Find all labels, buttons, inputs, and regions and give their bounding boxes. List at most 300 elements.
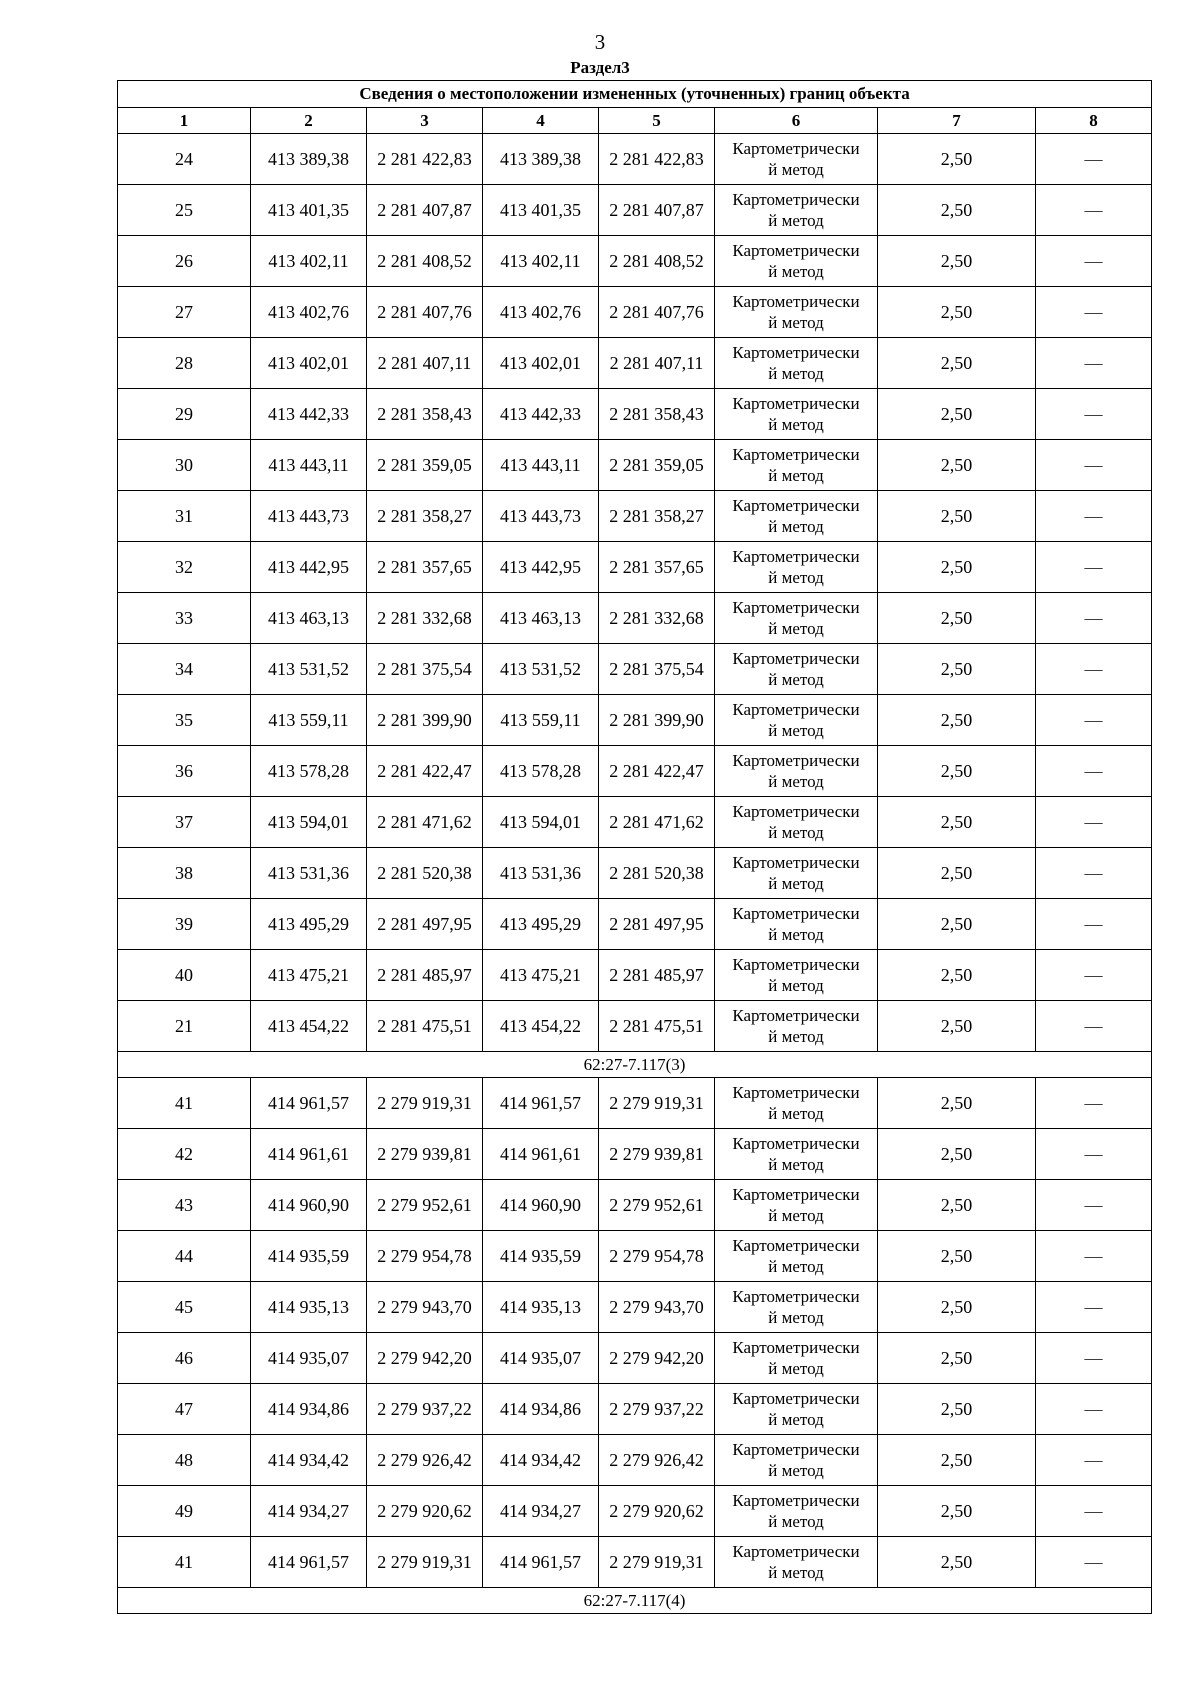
method-line-2: й метод <box>768 1206 824 1225</box>
x-coordinate-new: 413 578,28 <box>483 746 599 797</box>
description-dash: — <box>1036 1333 1152 1384</box>
precision-value: 2,50 <box>878 134 1036 185</box>
point-number: 46 <box>118 1333 251 1384</box>
y-coordinate-new: 2 281 408,52 <box>599 236 715 287</box>
x-coordinate-new: 414 934,86 <box>483 1384 599 1435</box>
y-coordinate-old: 2 281 520,38 <box>367 848 483 899</box>
table-row <box>118 1078 1152 1129</box>
precision-value: 2,50 <box>878 542 1036 593</box>
method-line-1: Картометрически <box>732 649 860 668</box>
precision-value: 2,50 <box>878 1231 1036 1282</box>
table-row <box>118 1333 1152 1384</box>
x-coordinate-old: 414 961,57 <box>251 1078 367 1129</box>
point-number: 28 <box>118 338 251 389</box>
method-line-1: Картометрически <box>732 547 860 566</box>
y-coordinate-old: 2 279 920,62 <box>367 1486 483 1537</box>
method-line-2: й метод <box>768 721 824 740</box>
method-line-2: й метод <box>768 1563 824 1582</box>
x-coordinate-old: 413 578,28 <box>251 746 367 797</box>
description-dash: — <box>1036 1231 1152 1282</box>
x-coordinate-new: 414 961,57 <box>483 1537 599 1588</box>
method-line-2: й метод <box>768 670 824 689</box>
method-line-2: й метод <box>768 874 824 893</box>
method-line-2: й метод <box>768 313 824 332</box>
method-cell <box>715 899 878 950</box>
x-coordinate-new: 414 934,42 <box>483 1435 599 1486</box>
precision-value: 2,50 <box>878 848 1036 899</box>
table-row <box>118 746 1152 797</box>
y-coordinate-old: 2 281 497,95 <box>367 899 483 950</box>
column-number: 6 <box>715 108 878 134</box>
y-coordinate-new: 2 281 358,43 <box>599 389 715 440</box>
y-coordinate-old: 2 281 358,27 <box>367 491 483 542</box>
table-row <box>118 1435 1152 1486</box>
y-coordinate-new: 2 279 952,61 <box>599 1180 715 1231</box>
method-cell <box>715 644 878 695</box>
method-line-1: Картометрически <box>732 343 860 362</box>
description-dash: — <box>1036 287 1152 338</box>
point-number: 44 <box>118 1231 251 1282</box>
point-number: 48 <box>118 1435 251 1486</box>
x-coordinate-old: 414 960,90 <box>251 1180 367 1231</box>
method-cell <box>715 1180 878 1231</box>
method-line-1: Картометрически <box>732 496 860 515</box>
method-line-2: й метод <box>768 1257 824 1276</box>
description-dash: — <box>1036 440 1152 491</box>
x-coordinate-old: 413 559,11 <box>251 695 367 746</box>
description-dash: — <box>1036 695 1152 746</box>
precision-value: 2,50 <box>878 695 1036 746</box>
x-coordinate-old: 414 935,07 <box>251 1333 367 1384</box>
description-dash: — <box>1036 746 1152 797</box>
point-number: 36 <box>118 746 251 797</box>
method-cell <box>715 1486 878 1537</box>
y-coordinate-new: 2 279 942,20 <box>599 1333 715 1384</box>
section-title: Раздел3 <box>570 58 630 77</box>
point-number: 45 <box>118 1282 251 1333</box>
table-row <box>118 338 1152 389</box>
x-coordinate-old: 413 389,38 <box>251 134 367 185</box>
x-coordinate-old: 414 935,59 <box>251 1231 367 1282</box>
point-number: 34 <box>118 644 251 695</box>
y-coordinate-new: 2 281 422,83 <box>599 134 715 185</box>
method-line-2: й метод <box>768 568 824 587</box>
x-coordinate-new: 413 442,95 <box>483 542 599 593</box>
x-coordinate-old: 413 402,11 <box>251 236 367 287</box>
x-coordinate-new: 413 531,36 <box>483 848 599 899</box>
method-line-1: Картометрически <box>732 1185 860 1204</box>
description-dash: — <box>1036 1486 1152 1537</box>
x-coordinate-new: 414 961,57 <box>483 1078 599 1129</box>
precision-value: 2,50 <box>878 1435 1036 1486</box>
x-coordinate-old: 413 463,13 <box>251 593 367 644</box>
method-line-1: Картометрически <box>732 1287 860 1306</box>
precision-value: 2,50 <box>878 899 1036 950</box>
y-coordinate-old: 2 281 475,51 <box>367 1001 483 1052</box>
method-line-1: Картометрически <box>732 1389 860 1408</box>
x-coordinate-old: 413 475,21 <box>251 950 367 1001</box>
y-coordinate-new: 2 281 332,68 <box>599 593 715 644</box>
x-coordinate-new: 414 934,27 <box>483 1486 599 1537</box>
y-coordinate-old: 2 279 937,22 <box>367 1384 483 1435</box>
table-row <box>118 950 1152 1001</box>
description-dash: — <box>1036 950 1152 1001</box>
precision-value: 2,50 <box>878 1537 1036 1588</box>
x-coordinate-old: 414 935,13 <box>251 1282 367 1333</box>
x-coordinate-old: 414 961,61 <box>251 1129 367 1180</box>
x-coordinate-new: 413 531,52 <box>483 644 599 695</box>
method-line-2: й метод <box>768 1104 824 1123</box>
precision-value: 2,50 <box>878 236 1036 287</box>
y-coordinate-old: 2 281 375,54 <box>367 644 483 695</box>
table-body <box>118 134 1152 1614</box>
x-coordinate-old: 413 402,01 <box>251 338 367 389</box>
method-cell <box>715 287 878 338</box>
description-dash: — <box>1036 1435 1152 1486</box>
table-row <box>118 1129 1152 1180</box>
y-coordinate-new: 2 281 407,11 <box>599 338 715 389</box>
precision-value: 2,50 <box>878 593 1036 644</box>
point-number: 29 <box>118 389 251 440</box>
method-cell <box>715 491 878 542</box>
description-dash: — <box>1036 848 1152 899</box>
table-row <box>118 797 1152 848</box>
precision-value: 2,50 <box>878 1129 1036 1180</box>
x-coordinate-old: 414 934,27 <box>251 1486 367 1537</box>
point-number: 42 <box>118 1129 251 1180</box>
point-number: 49 <box>118 1486 251 1537</box>
precision-value: 2,50 <box>878 1001 1036 1052</box>
y-coordinate-new: 2 281 422,47 <box>599 746 715 797</box>
y-coordinate-old: 2 281 359,05 <box>367 440 483 491</box>
y-coordinate-new: 2 281 357,65 <box>599 542 715 593</box>
table-row <box>118 1231 1152 1282</box>
method-line-1: Картометрически <box>732 802 860 821</box>
description-dash: — <box>1036 1180 1152 1231</box>
x-coordinate-new: 413 475,21 <box>483 950 599 1001</box>
x-coordinate-new: 413 443,11 <box>483 440 599 491</box>
method-line-2: й метод <box>768 517 824 536</box>
point-number: 30 <box>118 440 251 491</box>
method-cell <box>715 338 878 389</box>
description-dash: — <box>1036 593 1152 644</box>
method-line-2: й метод <box>768 1359 824 1378</box>
parcel-group-row <box>118 1052 1152 1078</box>
description-dash: — <box>1036 185 1152 236</box>
method-line-2: й метод <box>768 1027 824 1046</box>
point-number: 43 <box>118 1180 251 1231</box>
x-coordinate-new: 413 389,38 <box>483 134 599 185</box>
table-row <box>118 542 1152 593</box>
method-cell <box>715 185 878 236</box>
method-line-2: й метод <box>768 772 824 791</box>
boundary-coordinates-table <box>117 80 1152 1614</box>
method-line-1: Картометрически <box>732 1542 860 1561</box>
y-coordinate-new: 2 281 358,27 <box>599 491 715 542</box>
y-coordinate-new: 2 281 497,95 <box>599 899 715 950</box>
precision-value: 2,50 <box>878 644 1036 695</box>
y-coordinate-new: 2 279 954,78 <box>599 1231 715 1282</box>
precision-value: 2,50 <box>878 1282 1036 1333</box>
method-line-1: Картометрически <box>732 1083 860 1102</box>
description-dash: — <box>1036 491 1152 542</box>
point-number: 32 <box>118 542 251 593</box>
table-row <box>118 899 1152 950</box>
y-coordinate-old: 2 279 919,31 <box>367 1078 483 1129</box>
x-coordinate-old: 413 402,76 <box>251 287 367 338</box>
precision-value: 2,50 <box>878 389 1036 440</box>
method-cell <box>715 440 878 491</box>
parcel-label: 62:27-7.117(3) <box>118 1052 1152 1078</box>
description-dash: — <box>1036 1129 1152 1180</box>
method-cell <box>715 746 878 797</box>
method-cell <box>715 593 878 644</box>
y-coordinate-new: 2 279 937,22 <box>599 1384 715 1435</box>
y-coordinate-new: 2 281 471,62 <box>599 797 715 848</box>
point-number: 31 <box>118 491 251 542</box>
x-coordinate-new: 414 935,59 <box>483 1231 599 1282</box>
column-numbers-row <box>118 108 1152 134</box>
y-coordinate-old: 2 281 485,97 <box>367 950 483 1001</box>
method-cell <box>715 1001 878 1052</box>
x-coordinate-new: 413 442,33 <box>483 389 599 440</box>
method-line-2: й метод <box>768 1308 824 1327</box>
y-coordinate-new: 2 279 920,62 <box>599 1486 715 1537</box>
column-number: 8 <box>1036 108 1152 134</box>
table-row <box>118 593 1152 644</box>
point-number: 38 <box>118 848 251 899</box>
table-row <box>118 1384 1152 1435</box>
precision-value: 2,50 <box>878 1486 1036 1537</box>
method-cell <box>715 695 878 746</box>
description-dash: — <box>1036 1078 1152 1129</box>
method-line-2: й метод <box>768 1410 824 1429</box>
method-cell <box>715 1231 878 1282</box>
table-row <box>118 134 1152 185</box>
y-coordinate-new: 2 281 375,54 <box>599 644 715 695</box>
method-line-1: Картометрически <box>732 1491 860 1510</box>
precision-value: 2,50 <box>878 185 1036 236</box>
method-line-1: Картометрически <box>732 394 860 413</box>
method-line-1: Картометрически <box>732 241 860 260</box>
method-cell <box>715 1129 878 1180</box>
precision-value: 2,50 <box>878 746 1036 797</box>
method-cell <box>715 389 878 440</box>
method-line-2: й метод <box>768 415 824 434</box>
y-coordinate-old: 2 281 332,68 <box>367 593 483 644</box>
x-coordinate-old: 413 594,01 <box>251 797 367 848</box>
method-line-1: Картометрически <box>732 598 860 617</box>
precision-value: 2,50 <box>878 338 1036 389</box>
method-line-2: й метод <box>768 976 824 995</box>
x-coordinate-old: 413 531,36 <box>251 848 367 899</box>
x-coordinate-new: 414 935,13 <box>483 1282 599 1333</box>
method-cell <box>715 134 878 185</box>
y-coordinate-old: 2 281 407,87 <box>367 185 483 236</box>
method-line-1: Картометрически <box>732 904 860 923</box>
point-number: 25 <box>118 185 251 236</box>
column-number: 4 <box>483 108 599 134</box>
description-dash: — <box>1036 1537 1152 1588</box>
method-line-1: Картометрически <box>732 1134 860 1153</box>
y-coordinate-old: 2 281 422,83 <box>367 134 483 185</box>
table-caption: Сведения о местоположении измененных (уточненных) границ объекта <box>118 81 1152 108</box>
y-coordinate-old: 2 281 422,47 <box>367 746 483 797</box>
x-coordinate-old: 413 495,29 <box>251 899 367 950</box>
x-coordinate-new: 413 594,01 <box>483 797 599 848</box>
y-coordinate-old: 2 279 954,78 <box>367 1231 483 1282</box>
method-cell <box>715 1078 878 1129</box>
y-coordinate-new: 2 281 485,97 <box>599 950 715 1001</box>
point-number: 41 <box>118 1537 251 1588</box>
precision-value: 2,50 <box>878 1333 1036 1384</box>
y-coordinate-new: 2 279 919,31 <box>599 1537 715 1588</box>
table-row <box>118 287 1152 338</box>
x-coordinate-new: 413 402,01 <box>483 338 599 389</box>
y-coordinate-old: 2 281 357,65 <box>367 542 483 593</box>
table-row <box>118 491 1152 542</box>
parcel-group-row <box>118 1588 1152 1614</box>
table-row <box>118 644 1152 695</box>
x-coordinate-new: 414 935,07 <box>483 1333 599 1384</box>
y-coordinate-new: 2 279 919,31 <box>599 1078 715 1129</box>
point-number: 33 <box>118 593 251 644</box>
method-line-1: Картометрически <box>732 1006 860 1025</box>
point-number: 27 <box>118 287 251 338</box>
y-coordinate-old: 2 281 407,76 <box>367 287 483 338</box>
point-number: 37 <box>118 797 251 848</box>
table-row <box>118 185 1152 236</box>
precision-value: 2,50 <box>878 1384 1036 1435</box>
y-coordinate-old: 2 279 952,61 <box>367 1180 483 1231</box>
x-coordinate-old: 413 454,22 <box>251 1001 367 1052</box>
x-coordinate-new: 413 463,13 <box>483 593 599 644</box>
method-line-2: й метод <box>768 1155 824 1174</box>
description-dash: — <box>1036 338 1152 389</box>
y-coordinate-old: 2 279 942,20 <box>367 1333 483 1384</box>
description-dash: — <box>1036 389 1152 440</box>
y-coordinate-old: 2 281 358,43 <box>367 389 483 440</box>
y-coordinate-old: 2 281 471,62 <box>367 797 483 848</box>
x-coordinate-new: 413 402,11 <box>483 236 599 287</box>
x-coordinate-new: 413 401,35 <box>483 185 599 236</box>
x-coordinate-old: 413 443,73 <box>251 491 367 542</box>
method-line-1: Картометрически <box>732 445 860 464</box>
method-line-1: Картометрически <box>732 853 860 872</box>
y-coordinate-new: 2 279 943,70 <box>599 1282 715 1333</box>
x-coordinate-new: 413 454,22 <box>483 1001 599 1052</box>
y-coordinate-new: 2 281 520,38 <box>599 848 715 899</box>
description-dash: — <box>1036 1384 1152 1435</box>
method-cell <box>715 542 878 593</box>
point-number: 24 <box>118 134 251 185</box>
point-number: 40 <box>118 950 251 1001</box>
method-line-2: й метод <box>768 160 824 179</box>
method-cell <box>715 950 878 1001</box>
table-row <box>118 1180 1152 1231</box>
y-coordinate-new: 2 281 475,51 <box>599 1001 715 1052</box>
y-coordinate-old: 2 279 943,70 <box>367 1282 483 1333</box>
method-line-1: Картометрически <box>732 700 860 719</box>
x-coordinate-new: 413 559,11 <box>483 695 599 746</box>
x-coordinate-old: 413 443,11 <box>251 440 367 491</box>
method-line-2: й метод <box>768 1461 824 1480</box>
method-line-2: й метод <box>768 466 824 485</box>
method-cell <box>715 1384 878 1435</box>
method-line-1: Картометрически <box>732 751 860 770</box>
x-coordinate-old: 413 442,95 <box>251 542 367 593</box>
column-number: 3 <box>367 108 483 134</box>
y-coordinate-new: 2 281 359,05 <box>599 440 715 491</box>
method-line-2: й метод <box>768 1512 824 1531</box>
y-coordinate-new: 2 279 939,81 <box>599 1129 715 1180</box>
table-row <box>118 440 1152 491</box>
table-row <box>118 389 1152 440</box>
y-coordinate-new: 2 281 407,76 <box>599 287 715 338</box>
x-coordinate-old: 413 531,52 <box>251 644 367 695</box>
table-row <box>118 1537 1152 1588</box>
precision-value: 2,50 <box>878 950 1036 1001</box>
method-cell <box>715 1435 878 1486</box>
precision-value: 2,50 <box>878 797 1036 848</box>
column-number: 5 <box>599 108 715 134</box>
method-line-2: й метод <box>768 211 824 230</box>
column-number: 1 <box>118 108 251 134</box>
x-coordinate-old: 414 934,42 <box>251 1435 367 1486</box>
page-number: 3 <box>594 30 606 54</box>
description-dash: — <box>1036 236 1152 287</box>
table-row <box>118 236 1152 287</box>
method-line-1: Картометрически <box>732 139 860 158</box>
method-line-1: Картометрически <box>732 1338 860 1357</box>
method-cell <box>715 1333 878 1384</box>
x-coordinate-new: 413 495,29 <box>483 899 599 950</box>
precision-value: 2,50 <box>878 1078 1036 1129</box>
y-coordinate-new: 2 279 926,42 <box>599 1435 715 1486</box>
point-number: 35 <box>118 695 251 746</box>
description-dash: — <box>1036 134 1152 185</box>
x-coordinate-new: 414 961,61 <box>483 1129 599 1180</box>
x-coordinate-old: 414 961,57 <box>251 1537 367 1588</box>
y-coordinate-old: 2 279 926,42 <box>367 1435 483 1486</box>
precision-value: 2,50 <box>878 1180 1036 1231</box>
description-dash: — <box>1036 542 1152 593</box>
precision-value: 2,50 <box>878 440 1036 491</box>
description-dash: — <box>1036 644 1152 695</box>
method-line-2: й метод <box>768 619 824 638</box>
point-number: 26 <box>118 236 251 287</box>
y-coordinate-new: 2 281 407,87 <box>599 185 715 236</box>
x-coordinate-new: 414 960,90 <box>483 1180 599 1231</box>
method-line-1: Картометрически <box>732 955 860 974</box>
description-dash: — <box>1036 797 1152 848</box>
method-line-1: Картометрически <box>732 190 860 209</box>
method-cell <box>715 797 878 848</box>
method-cell <box>715 236 878 287</box>
precision-value: 2,50 <box>878 491 1036 542</box>
x-coordinate-old: 413 401,35 <box>251 185 367 236</box>
table-row <box>118 1282 1152 1333</box>
x-coordinate-new: 413 443,73 <box>483 491 599 542</box>
y-coordinate-new: 2 281 399,90 <box>599 695 715 746</box>
y-coordinate-old: 2 281 408,52 <box>367 236 483 287</box>
x-coordinate-old: 413 442,33 <box>251 389 367 440</box>
y-coordinate-old: 2 279 939,81 <box>367 1129 483 1180</box>
column-number: 2 <box>251 108 367 134</box>
method-line-1: Картометрически <box>732 1236 860 1255</box>
y-coordinate-old: 2 279 919,31 <box>367 1537 483 1588</box>
point-number: 21 <box>118 1001 251 1052</box>
